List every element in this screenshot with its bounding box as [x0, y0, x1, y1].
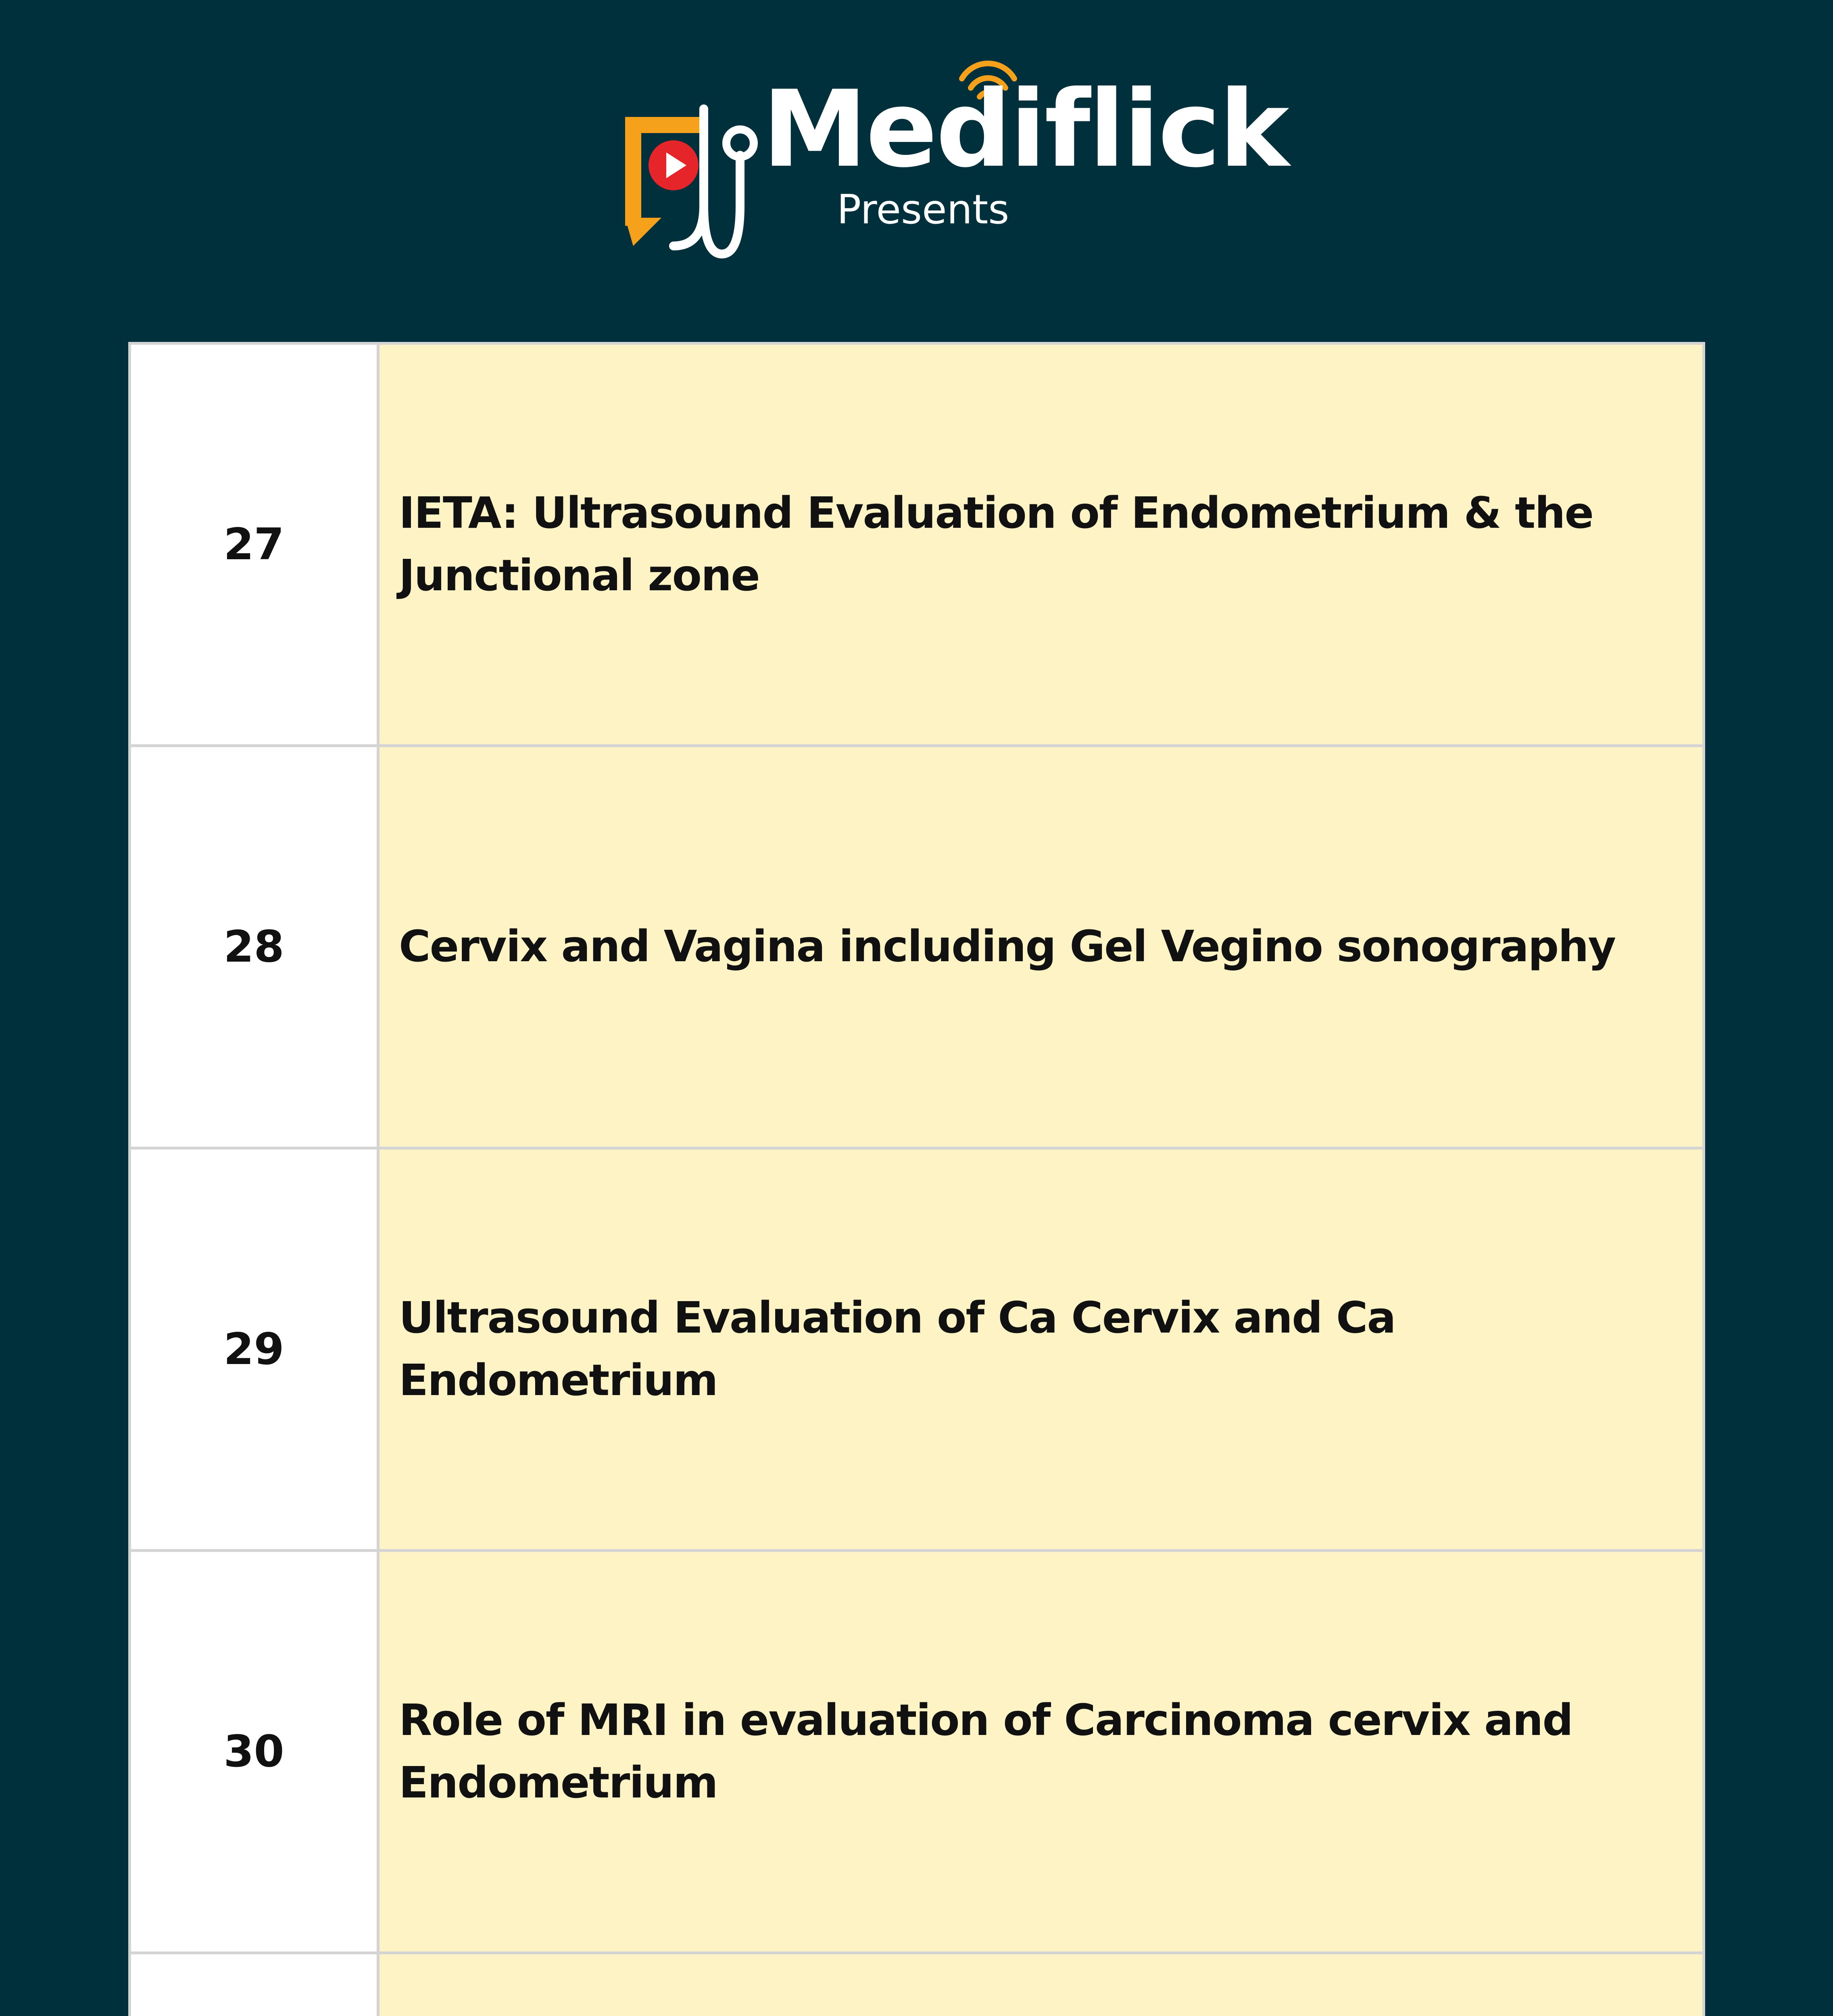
brand-name: Mediflick [762, 68, 1288, 191]
topics-table [128, 342, 1705, 2016]
presents-subtitle: Presents [837, 186, 1009, 233]
brand-logo [617, 60, 1288, 246]
row-number: 27 [131, 345, 380, 744]
row-topic: Ultrasound Evaluation of Ca Cervix and Ca Endometrium [380, 1150, 1702, 1549]
table-row [131, 1954, 1702, 2016]
row-number [131, 1954, 380, 2016]
table-row [131, 747, 1702, 1150]
table-row [131, 345, 1702, 747]
row-number: 29 [131, 1150, 380, 1549]
table-row [131, 1552, 1702, 1954]
row-topic: Cervix and Vagina including Gel Vegino sonography [380, 747, 1702, 1147]
row-number: 28 [131, 747, 380, 1147]
row-number: 30 [131, 1552, 380, 1951]
play-button-stethoscope-icon [617, 85, 762, 294]
row-topic: IETA: Ultrasound Evaluation of Endometrium & the Junctional zone [380, 345, 1702, 744]
row-topic [380, 1954, 1702, 2016]
row-topic: Role of MRI in evaluation of Carcinoma cervix and Endometrium [380, 1552, 1702, 1951]
table-row [131, 1150, 1702, 1552]
